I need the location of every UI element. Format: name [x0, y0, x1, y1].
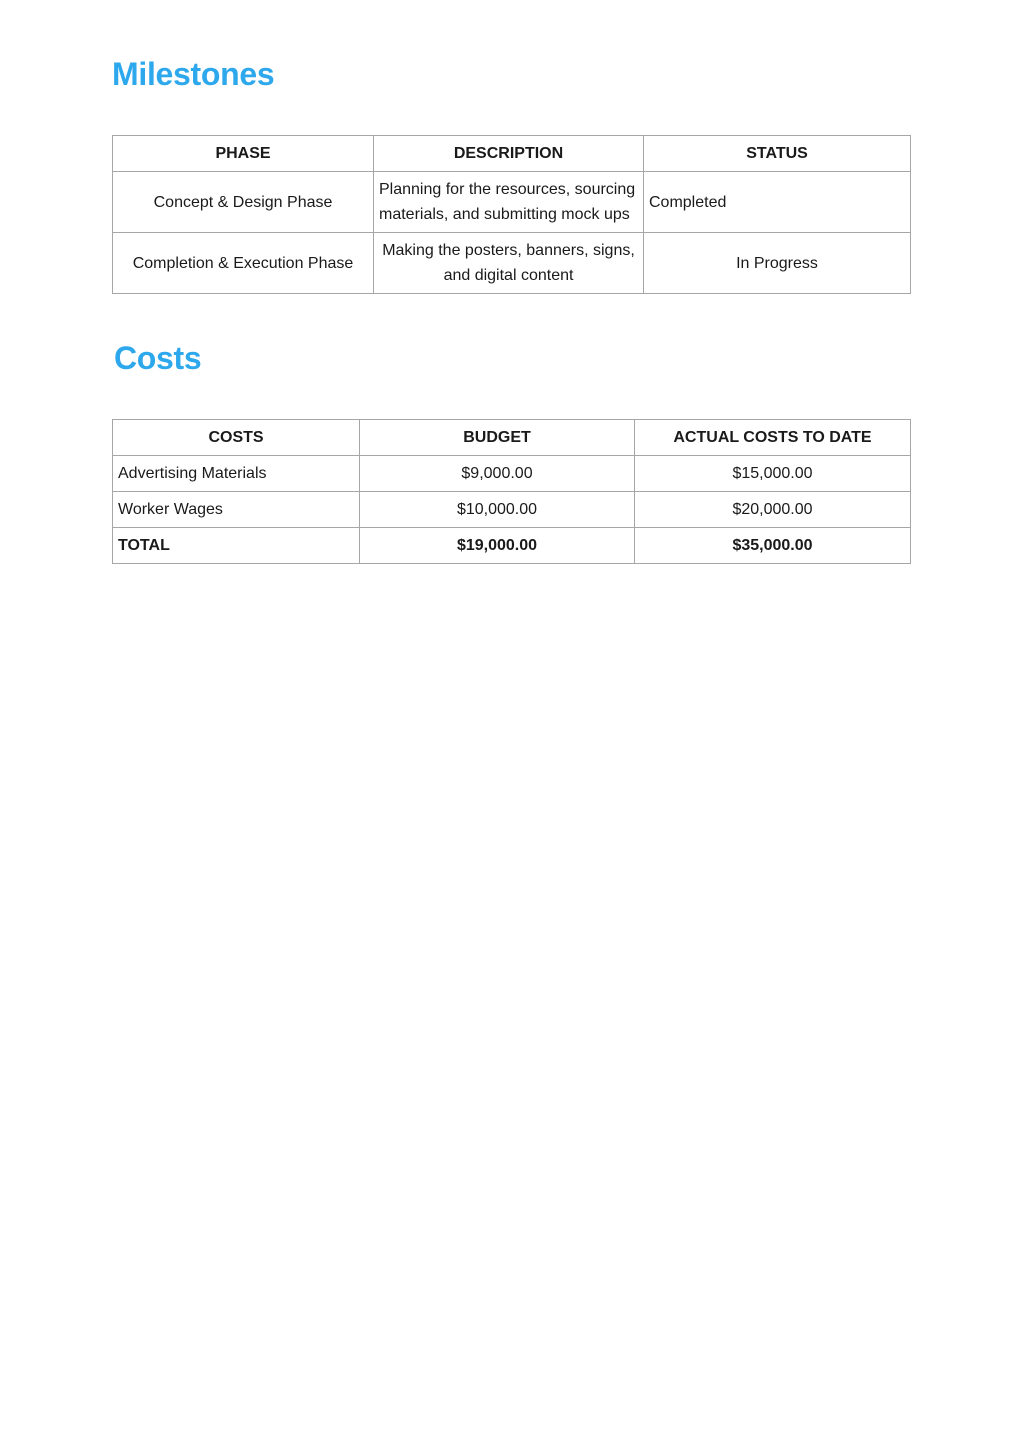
table-row — [113, 492, 911, 528]
column-header-budget: BUDGET — [360, 420, 635, 456]
costs-heading: Costs — [114, 340, 202, 376]
status-cell: In Progress — [644, 233, 911, 294]
column-header-costs: COSTS — [113, 420, 360, 456]
column-header-status: STATUS — [644, 136, 911, 172]
phase-cell: Completion & Execution Phase — [113, 233, 374, 294]
table-row — [113, 233, 911, 294]
table-row — [113, 456, 911, 492]
total-actual-cost-cell: $35,000.00 — [635, 528, 911, 564]
actual-cost-cell: $15,000.00 — [635, 456, 911, 492]
column-header-description: DESCRIPTION — [374, 136, 644, 172]
total-label-cell: TOTAL — [113, 528, 360, 564]
milestones-table — [112, 135, 911, 294]
cost-item-cell: Worker Wages — [113, 492, 360, 528]
description-cell: Making the posters, banners, signs, and digital content — [374, 233, 644, 294]
phase-cell: Concept & Design Phase — [113, 172, 374, 233]
column-header-actual-costs: ACTUAL COSTS TO DATE — [635, 420, 911, 456]
budget-cell: $9,000.00 — [360, 456, 635, 492]
table-row — [113, 172, 911, 233]
description-cell: Planning for the resources, sourcing materials, and submitting mock ups — [374, 172, 644, 233]
column-header-phase: PHASE — [113, 136, 374, 172]
total-row — [113, 528, 911, 564]
costs-table — [112, 419, 911, 564]
costs-header-row — [113, 420, 911, 456]
status-cell: Completed — [644, 172, 911, 233]
milestones-heading: Milestones — [112, 56, 275, 92]
budget-cell: $10,000.00 — [360, 492, 635, 528]
cost-item-cell: Advertising Materials — [113, 456, 360, 492]
total-budget-cell: $19,000.00 — [360, 528, 635, 564]
actual-cost-cell: $20,000.00 — [635, 492, 911, 528]
milestones-header-row — [113, 136, 911, 172]
